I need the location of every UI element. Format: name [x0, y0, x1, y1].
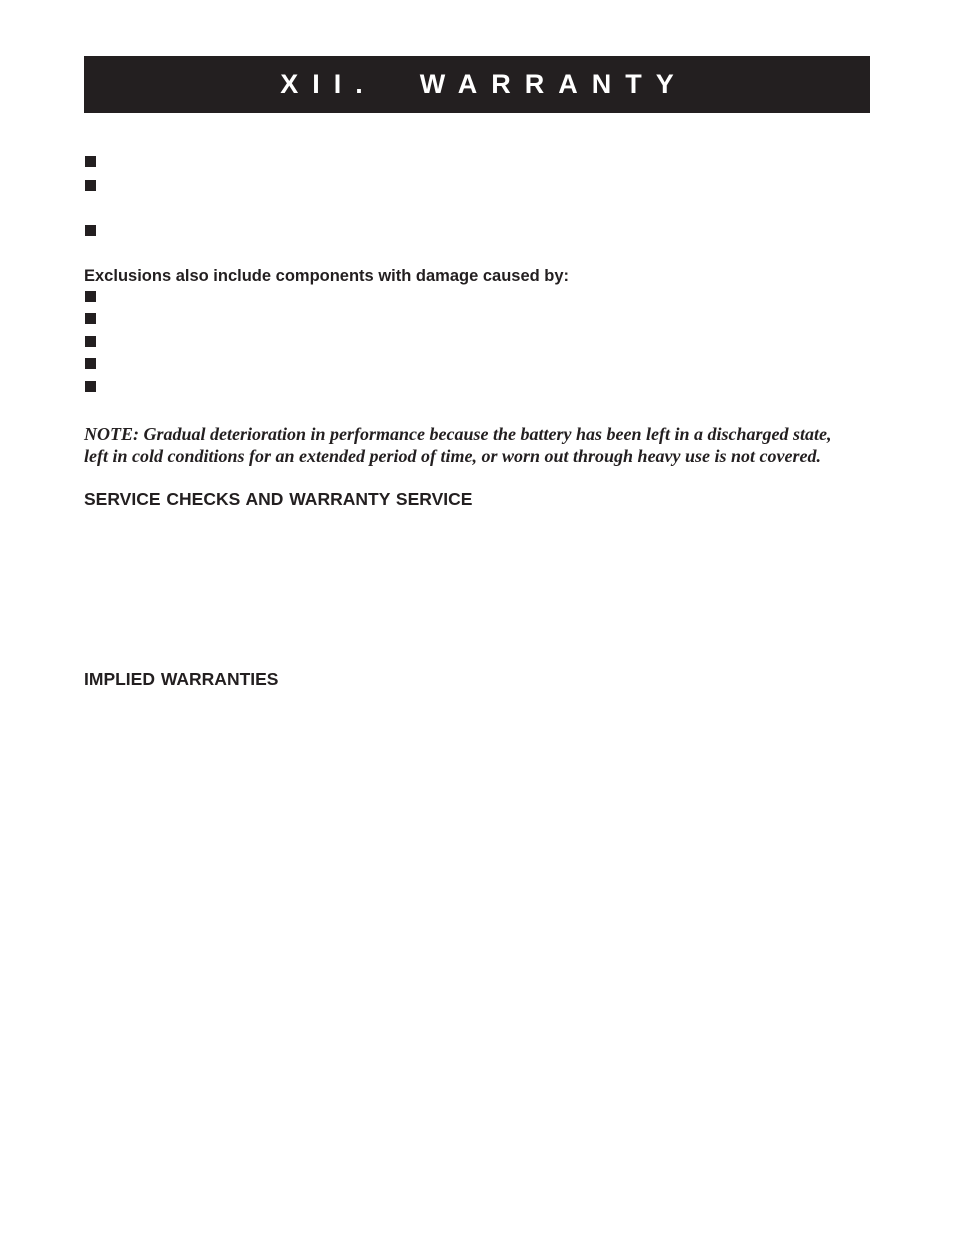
battery-note-line: NOTE: Gradual deterioration in performance because the battery has been left in a discharged state, [84, 424, 832, 444]
bullet-marker [85, 180, 96, 191]
battery-note [84, 423, 884, 467]
section-title: XII. WARRANTY [280, 69, 688, 99]
bullet-marker [85, 336, 96, 347]
bullet-marker [85, 291, 96, 302]
battery-note-line: left in cold conditions for an extended period of time, or worn out through heavy use is not covered. [84, 446, 822, 466]
bullet-marker [85, 313, 96, 324]
service-checks-heading: SERVICE CHECKS AND WARRANTY SERVICE [84, 489, 473, 509]
bullet-marker [85, 381, 96, 392]
implied-warranties-heading: IMPLIED WARRANTIES [84, 669, 279, 689]
section-title-banner [84, 56, 870, 113]
exclusions-intro: Exclusions also include components with damage caused by: [84, 267, 570, 285]
bullet-marker [85, 358, 96, 369]
bullet-marker [85, 225, 96, 236]
bullet-marker [85, 156, 96, 167]
